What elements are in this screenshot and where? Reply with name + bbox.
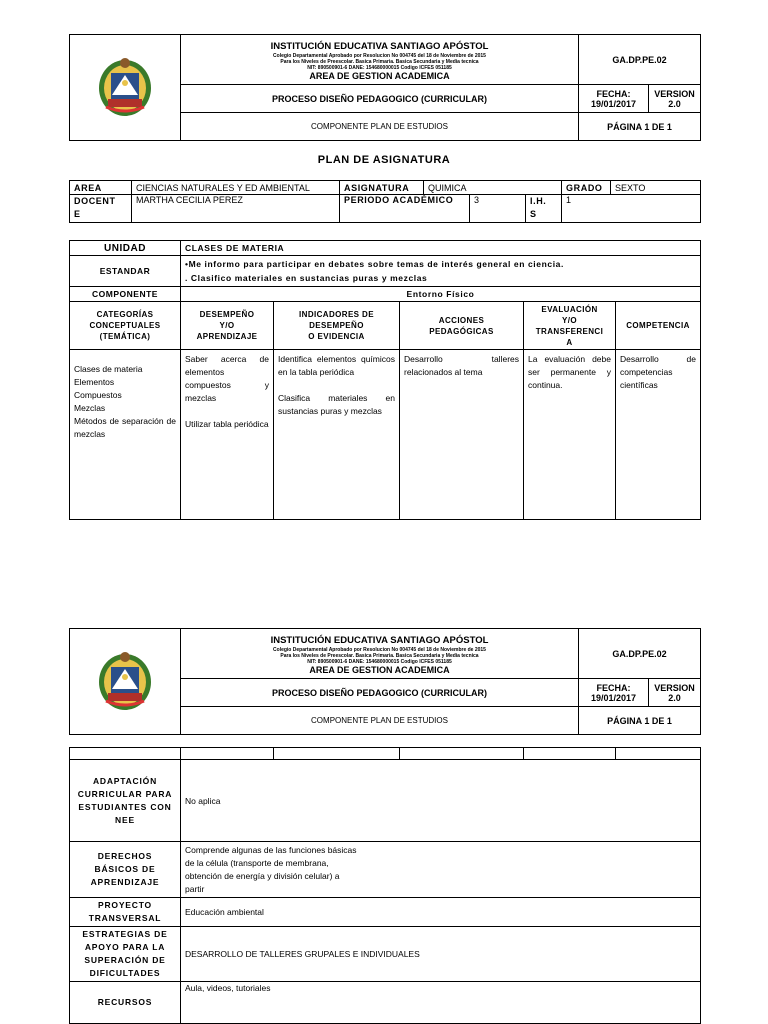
curriculum-details-table: [69, 747, 701, 1024]
rights-line: de la célula (transporte de membrana,: [185, 858, 329, 868]
date-value: 19/01/2017: [590, 692, 637, 703]
column-competence: COMPETENCIA: [616, 302, 701, 350]
evaluation-cell: La evaluación debe ser permanente y continua.: [524, 350, 616, 520]
teacher-value: MARTHA CECILIA PEREZ: [132, 195, 340, 223]
area-label: AREA: [70, 181, 132, 195]
rights-label: DERECHOS BÁSICOS DE APRENDIZAJE: [70, 842, 181, 898]
component-label: COMPONENTE: [70, 287, 181, 302]
component-title: COMPONENTE PLAN DE ESTUDIOS: [181, 113, 579, 141]
version-value: 2.0: [668, 98, 681, 109]
indicator-item: Clasifica materiales en sustancias puras y mezclas: [278, 393, 395, 416]
school-crest-icon: [94, 649, 156, 713]
strategies-label: ESTRATEGIAS DE APOYO PARA LA SUPERACIÓN DE DIFICULTADES: [70, 927, 181, 982]
institution-levels: Para los Niveles de Preescolar. Basica Primaria. Basica Secundaria y Media tecnica: [280, 652, 479, 659]
document-code: GA.DP.PE.02: [579, 629, 701, 679]
component-title: COMPONENTE PLAN DE ESTUDIOS: [181, 707, 579, 735]
grade-value: SEXTO: [611, 181, 701, 195]
teacher-label: [70, 195, 132, 223]
project-value: Educación ambiental: [181, 898, 701, 927]
date-cell: [579, 85, 649, 113]
column-actions-line: ACCIONES: [438, 315, 485, 325]
subject-info-table: [69, 180, 701, 223]
adaptation-value: No aplica: [181, 760, 701, 842]
column-actions-line: PEDAGÓGICAS: [429, 326, 494, 336]
area-title: AREA DE GESTION ACADEMICA: [309, 70, 450, 81]
column-evaluation-line: A: [566, 337, 573, 347]
institution-name: INSTITUCIÓN EDUCATIVA SANTIAGO APÓSTOL: [270, 40, 489, 52]
rights-line: obtención de energía y división celular) a: [185, 871, 340, 881]
performance-cell: [181, 350, 274, 520]
institution-levels: Para los Niveles de Preescolar. Basica Primaria. Basica Secundaria y Media tecnica: [280, 58, 479, 65]
date-value: 19/01/2017: [590, 98, 637, 109]
version-label: VERSION: [654, 682, 695, 693]
teacher-label-line1: DOCENT: [74, 196, 116, 206]
school-logo-cell: [70, 629, 181, 735]
date-cell: [579, 679, 649, 707]
categories-cell: [70, 350, 181, 520]
institution-nit: NIT: 890500901-6 DANE: 154680000015 Codigo ICFES 051185: [307, 658, 452, 665]
empty-cell: [524, 748, 616, 760]
subject-value: QUIMICA: [424, 181, 562, 195]
column-evaluation-line: TRANSFERENCI: [535, 326, 604, 336]
indicators-cell: [274, 350, 400, 520]
adaptation-label: ADAPTACIÓN CURRICULAR PARA ESTUDIANTES CON NEE: [70, 760, 181, 842]
school-logo-cell: [70, 35, 181, 141]
hours-label-line2: S: [530, 209, 537, 219]
subject-label: ASIGNATURA: [340, 181, 424, 195]
column-indicators-line: DESEMPEÑO: [309, 321, 364, 330]
hours-label-line1: I.H.: [530, 196, 547, 206]
area-title: AREA DE GESTION ACADEMICA: [309, 664, 450, 675]
resources-value: Aula, videos, tutoriales: [181, 982, 701, 1024]
process-title: PROCESO DISEÑO PEDAGOGICO (CURRICULAR): [181, 679, 579, 707]
document-header-1: [69, 34, 701, 141]
column-indicators: [274, 302, 400, 350]
process-title: PROCESO DISEÑO PEDAGOGICO (CURRICULAR): [181, 85, 579, 113]
column-indicators-line: INDICADORES DE: [299, 310, 374, 319]
period-value: 3: [470, 195, 526, 223]
page-title: PLAN DE ASIGNATURA: [317, 154, 451, 166]
unit-value: CLASES DE MATERIA: [181, 241, 701, 256]
page-number: PÁGINA 1 DE 1: [579, 707, 701, 735]
column-categories-line: (TEMÁTICA): [99, 332, 151, 341]
indicator-item: Identifica elementos químicos en la tabla periódica: [278, 354, 395, 377]
page-number: PÁGINA 1 DE 1: [579, 113, 701, 141]
empty-cell: [400, 748, 524, 760]
document-header-2: [69, 628, 701, 735]
institution-resolution: Colegio Departamental Aprobado por Resolucion No 004745 del 18 de Noviembre de 2015: [273, 52, 486, 59]
standard-line-1: •Me informo para participar en debates sobre temas de interés general en ciencia.: [185, 259, 564, 269]
column-performance: [181, 302, 274, 350]
empty-cell: [274, 748, 400, 760]
institution-resolution: Colegio Departamental Aprobado por Resolucion No 004745 del 18 de Noviembre de 2015: [273, 646, 486, 653]
column-performance-line: DESEMPEÑO: [199, 310, 255, 319]
institution-info: [181, 35, 579, 85]
column-evaluation-line: Y/O: [562, 315, 577, 325]
document-code: GA.DP.PE.02: [579, 35, 701, 85]
competence-cell: Desarrollo de competencias científicas: [616, 350, 701, 520]
hours-value: 1: [562, 195, 701, 223]
version-value: 2.0: [668, 692, 681, 703]
institution-nit: NIT: 890500901-6 DANE: 154680000015 Codigo ICFES 051185: [307, 64, 452, 71]
rights-value: [181, 842, 701, 898]
category-item: Mezclas: [74, 403, 106, 413]
column-categories-line: CONCEPTUALES: [89, 321, 161, 330]
rights-line: partir: [185, 884, 205, 894]
version-cell: [649, 85, 701, 113]
institution-name: INSTITUCIÓN EDUCATIVA SANTIAGO APÓSTOL: [270, 634, 489, 646]
plan-table: [69, 240, 701, 520]
version-cell: [649, 679, 701, 707]
period-label: PERIODO ACADÉMICO: [340, 195, 470, 223]
component-value: Entorno Físico: [181, 287, 701, 302]
column-performance-line: APRENDIZAJE: [196, 332, 258, 341]
performance-item: Utilizar tabla periódica: [185, 419, 269, 429]
column-indicators-line: O EVIDENCIA: [308, 332, 365, 341]
empty-cell: [181, 748, 274, 760]
date-label: FECHA:: [596, 682, 631, 693]
category-item: Métodos de separación de mezclas: [74, 416, 176, 439]
institution-info: [181, 629, 579, 679]
resources-label: RECURSOS: [70, 982, 181, 1024]
column-evaluation: [524, 302, 616, 350]
strategies-value: DESARROLLO DE TALLERES GRUPALES E INDIVIDUALES: [181, 927, 701, 982]
teacher-label-line2: E: [74, 209, 81, 219]
standard-value: [181, 256, 701, 287]
rights-line: Comprende algunas de las funciones básicas: [185, 845, 357, 855]
grade-label: GRADO: [562, 181, 611, 195]
hours-label: [526, 195, 562, 223]
category-item: Elementos: [74, 377, 115, 387]
standard-label: ESTANDAR: [70, 256, 181, 287]
school-crest-icon: [94, 55, 156, 119]
unit-label: UNIDAD: [70, 241, 181, 256]
column-categories: [70, 302, 181, 350]
empty-cell: [70, 748, 181, 760]
version-label: VERSION: [654, 88, 695, 99]
category-item: Clases de materia: [74, 364, 143, 374]
category-item: Compuestos: [74, 390, 122, 400]
actions-cell: Desarrollo talleres relacionados al tema: [400, 350, 524, 520]
column-performance-line: Y/O: [219, 321, 235, 330]
column-categories-line: CATEGORÍAS: [96, 310, 154, 319]
empty-cell: [616, 748, 701, 760]
performance-item: Saber acerca de elementos compuestos y mezclas: [185, 354, 269, 403]
standard-line-2: . Clasifico materiales en sustancias puras y mezclas: [185, 273, 428, 283]
date-label: FECHA:: [596, 88, 631, 99]
area-value: CIENCIAS NATURALES Y ED AMBIENTAL: [132, 181, 340, 195]
column-actions: [400, 302, 524, 350]
project-label: PROYECTO TRANSVERSAL: [70, 898, 181, 927]
column-evaluation-line: EVALUACIÓN: [541, 304, 598, 314]
